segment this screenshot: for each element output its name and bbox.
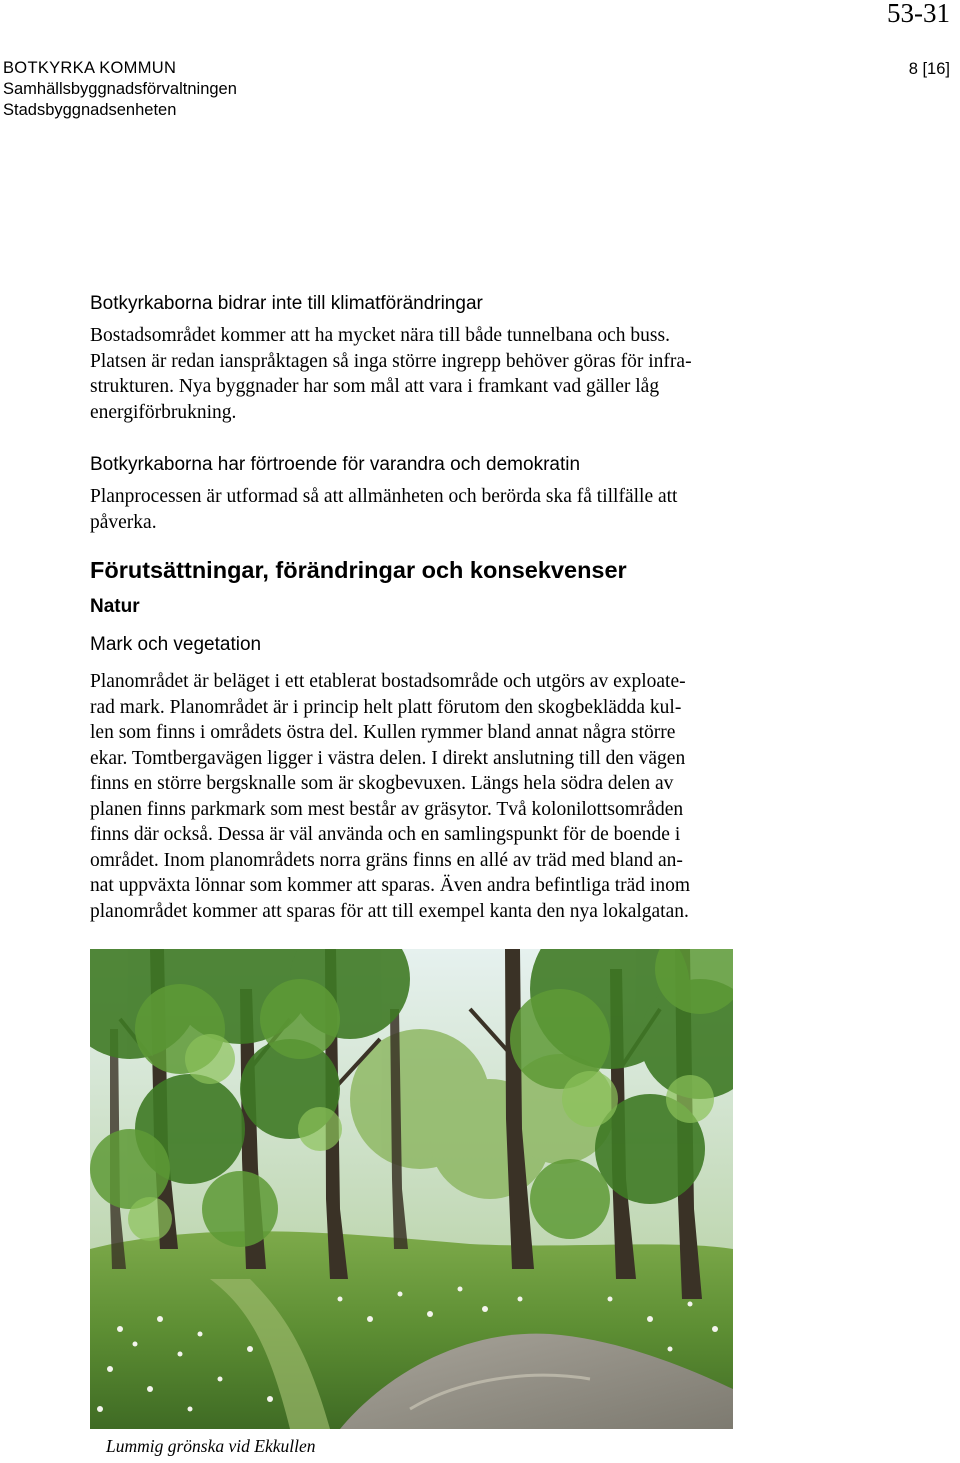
text-line: området. Inom planområdets norra gräns finns en allé av träd med bland an- [90, 849, 683, 871]
nature-heading: Natur [90, 596, 140, 617]
photo-caption: Lummig grönska vid Ekkullen [106, 1436, 316, 1456]
trust-heading: Botkyrkaborna har förtroende för varandra och demokratin [90, 454, 581, 475]
text-line: påverka. [90, 511, 157, 533]
text-line: energiförbrukning. [90, 401, 237, 423]
text-line: ekar. Tomtbergavägen ligger i västra delen. I direkt anslutning till den vägen [90, 747, 686, 769]
department-name: Samhällsbyggnadsförvaltningen [3, 80, 237, 98]
text-line: nat uppväxta lönnar som kommer att sparas. Även andra befintliga träd inom [90, 875, 690, 896]
text-line: Platsen är redan ianspråktagen så inga större ingrepp behöver göras för infra- [90, 350, 692, 372]
section-heading: Förutsättningar, förändringar och konsekvenser [90, 557, 627, 583]
climate-heading: Botkyrkaborna bidrar inte till klimatförändringar [90, 293, 483, 314]
text-line: finns en större bergsknalle som är skogbevuxen. Längs hela södra delen av [90, 773, 674, 794]
text-line: Planprocessen är utformad så att allmänheten och berörda ska få tillfälle att [90, 486, 678, 507]
text-line: finns där också. Dessa är väl använda och en samlingspunkt för de boende i [90, 824, 681, 845]
trust-paragraph [90, 484, 830, 535]
vegetation-paragraph [90, 669, 830, 924]
text-line: planområdet kommer att sparas för att till exempel kanta den nya lokalgatan. [90, 900, 689, 922]
forest-photo [90, 949, 733, 1429]
text-line: planen finns parkmark som mest består av gräsytor. Två kolonilottsområden [90, 798, 684, 820]
page-count: 8 [16] [908, 60, 950, 78]
text-line: Bostadsområdet kommer att ha mycket nära till både tunnelbana och buss. [90, 325, 670, 346]
vegetation-heading: Mark och vegetation [90, 634, 262, 655]
org-name: BOTKYRKA KOMMUN [3, 59, 177, 77]
text-line: strukturen. Nya byggnader har som mål att vara i framkant vad gäller låg [90, 376, 660, 397]
text-line: Planområdet är beläget i ett etablerat bostadsområde och utgörs av exploate- [90, 671, 686, 692]
text-line: rad mark. Planområdet är i princip helt platt förutom den skogbeklädda kul- [90, 696, 682, 718]
letterhead [3, 58, 237, 121]
unit-name: Stadsbyggnadsenheten [3, 101, 177, 119]
document-body [90, 291, 830, 924]
text-line: len som finns i områdets östra del. Kullen rymmer bland annat några större [90, 722, 676, 743]
climate-paragraph [90, 323, 830, 425]
page-number: 53-31 [887, 0, 950, 28]
